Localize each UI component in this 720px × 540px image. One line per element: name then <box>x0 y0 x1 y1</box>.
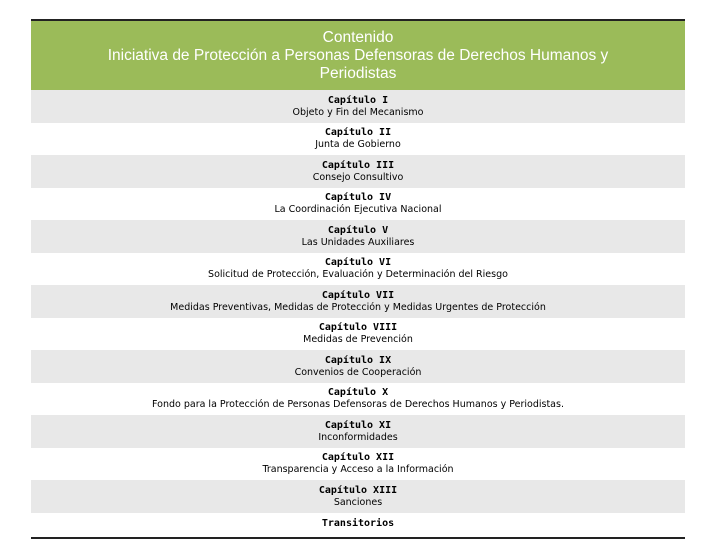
chapter-title: Las Unidades Auxiliares <box>301 236 415 248</box>
table-header <box>31 21 685 90</box>
chapter-row-10 <box>31 383 685 416</box>
transitorios-row <box>31 513 685 535</box>
chapter-title: Transparencia y Acceso a la Información <box>262 464 454 476</box>
chapter-title: Medidas de Prevención <box>303 334 413 346</box>
chapter-title: Convenios de Cooperación <box>294 366 422 378</box>
transitorios-label: Transitorios <box>321 518 395 529</box>
chapter-number: Capítulo I <box>327 94 389 106</box>
chapter-title: Fondo para la Protección de Personas Defensoras de Derechos Humanos y Periodistas. <box>152 399 564 411</box>
chapter-title: Solicitud de Protección, Evaluación y Determinación del Riesgo <box>208 269 508 281</box>
chapter-row-2 <box>31 123 685 156</box>
chapter-title: Inconformidades <box>318 431 398 443</box>
header-title-periodistas: Periodistas <box>319 64 397 82</box>
chapter-number: Capítulo XII <box>321 452 395 464</box>
chapter-row-7 <box>31 285 685 318</box>
chapter-row-13 <box>31 480 685 513</box>
chapter-row-5 <box>31 220 685 253</box>
chapter-row-1 <box>31 90 685 123</box>
chapter-number: Capítulo II <box>324 127 392 139</box>
chapter-number: Capítulo VIII <box>318 322 398 334</box>
bottom-rule <box>31 537 685 539</box>
chapter-number: Capítulo V <box>327 224 389 236</box>
chapter-number: Capítulo III <box>321 159 395 171</box>
chapter-row-6 <box>31 253 685 286</box>
contents-table <box>31 19 685 539</box>
chapter-title: Objeto y Fin del Mecanismo <box>292 106 424 118</box>
chapter-row-8 <box>31 318 685 351</box>
header-title-contenido: Contenido <box>322 28 394 46</box>
chapter-number: Capítulo VII <box>321 289 395 301</box>
chapter-number: Capítulo VI <box>324 257 392 269</box>
chapter-number: Capítulo XI <box>324 419 392 431</box>
chapter-title: Medidas Preventivas, Medidas de Protección y Medidas Urgentes de Protección <box>170 301 546 313</box>
chapter-number: Capítulo X <box>327 387 389 399</box>
chapter-title: Junta de Gobierno <box>315 139 401 151</box>
chapter-number: Capítulo IX <box>324 354 392 366</box>
chapter-row-11 <box>31 415 685 448</box>
header-title-initiative: Iniciativa de Protección a Personas Defensoras de Derechos Humanos y <box>107 46 609 64</box>
chapter-row-12 <box>31 448 685 481</box>
chapter-row-9 <box>31 350 685 383</box>
chapter-row-3 <box>31 155 685 188</box>
chapter-title: Sanciones <box>333 496 383 508</box>
chapter-number: Capítulo XIII <box>318 484 398 496</box>
chapter-row-4 <box>31 188 685 221</box>
chapter-title: La Coordinación Ejecutiva Nacional <box>274 204 442 216</box>
chapter-title: Consejo Consultivo <box>312 171 404 183</box>
chapter-number: Capítulo IV <box>324 192 392 204</box>
